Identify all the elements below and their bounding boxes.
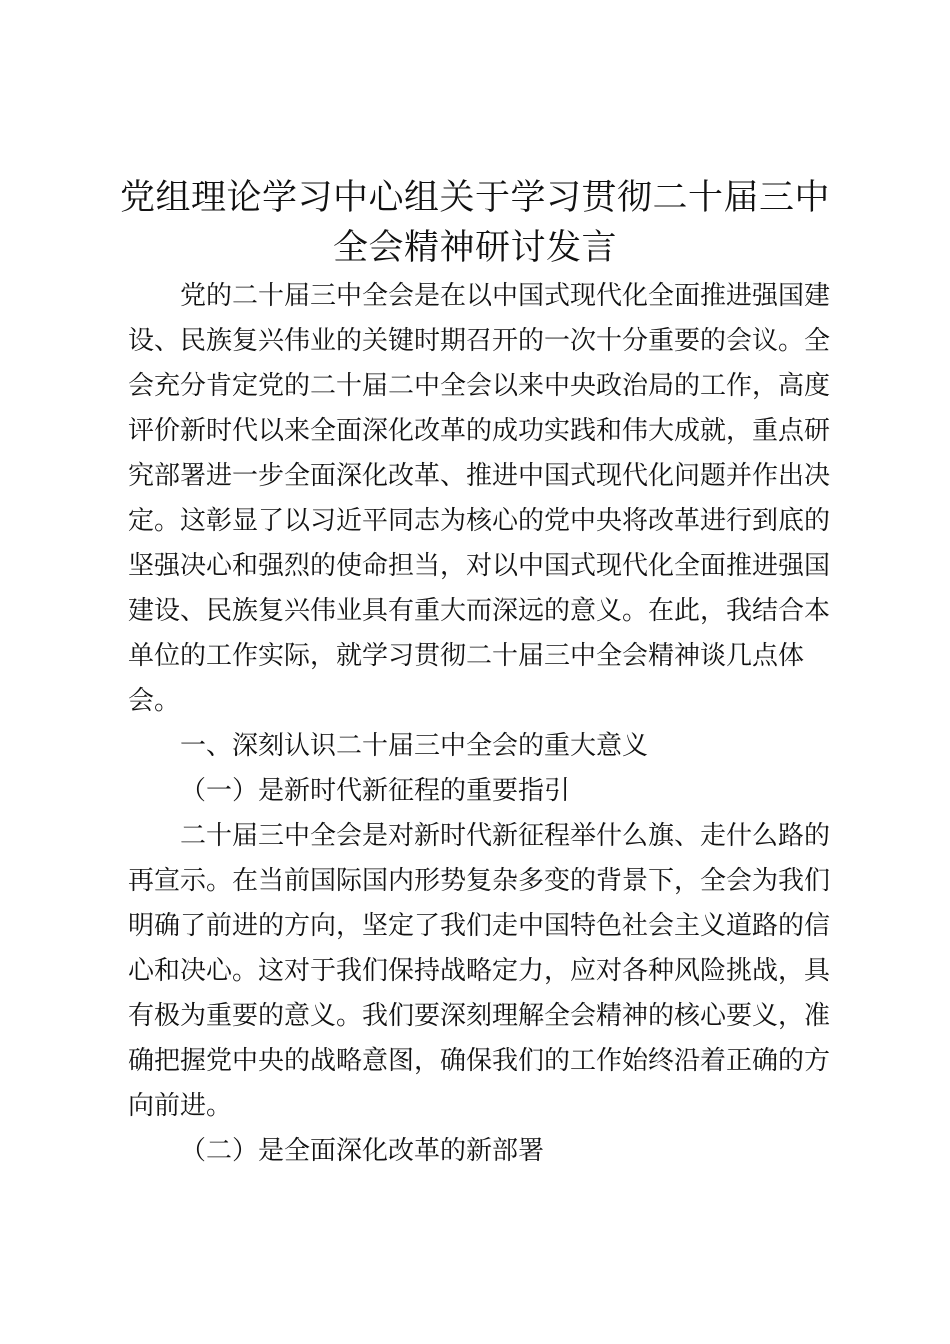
paragraph-1-line-10: 会。 [128, 686, 181, 716]
paragraph-2-line-2: 再宣示。在当前国际国内形势复杂多变的背景下，全会为我们 [128, 866, 831, 896]
paragraph-2-line-4: 心和决心。这对于我们保持战略定力，应对各种风险挑战，具 [128, 956, 831, 986]
document-title-line-1: 党组理论学习中心组关于学习贯彻二十届三中 [120, 178, 831, 218]
paragraph-1-line-4: 评价新时代以来全面深化改革的成功实践和伟大成就，重点研 [128, 416, 831, 446]
paragraph-2-line-5: 有极为重要的意义。我们要深刻理解全会精神的核心要义，准 [128, 1001, 831, 1031]
subsection-heading-1: （一）是新时代新征程的重要指引 [180, 776, 571, 806]
paragraph-2-line-7: 向前进。 [128, 1091, 233, 1121]
paragraph-1-line-5: 究部署进一步全面深化改革、推进中国式现代化问题并作出决 [128, 461, 831, 491]
paragraph-2-line-3: 明确了前进的方向，坚定了我们走中国特色社会主义道路的信 [128, 911, 831, 941]
paragraph-1-line-2: 设、民族复兴伟业的关键时期召开的一次十分重要的会议。全 [128, 326, 831, 356]
paragraph-1-line-1: 党的二十届三中全会是在以中国式现代化全面推进强国建 [180, 281, 831, 311]
paragraph-1-line-6: 定。这彰显了以习近平同志为核心的党中央将改革进行到底的 [128, 506, 831, 536]
paragraph-1-line-8: 建设、民族复兴伟业具有重大而深远的意义。在此，我结合本 [128, 596, 831, 626]
subsection-heading-2: （二）是全面深化改革的新部署 [180, 1136, 545, 1166]
paragraph-1-line-9: 单位的工作实际，就学习贯彻二十届三中全会精神谈几点体 [128, 641, 805, 671]
section-heading-1: 一、深刻认识二十届三中全会的重大意义 [180, 731, 649, 761]
paragraph-2-line-6: 确把握党中央的战略意图，确保我们的工作始终沿着正确的方 [128, 1046, 831, 1076]
paragraph-1-line-7: 坚强决心和强烈的使命担当，对以中国式现代化全面推进强国 [128, 551, 831, 581]
paragraph-1-line-3: 会充分肯定党的二十届二中全会以来中央政治局的工作，高度 [128, 371, 831, 401]
paragraph-2-line-1: 二十届三中全会是对新时代新征程举什么旗、走什么路的 [180, 821, 831, 851]
document-title-line-2: 全会精神研讨发言 [332, 228, 617, 268]
